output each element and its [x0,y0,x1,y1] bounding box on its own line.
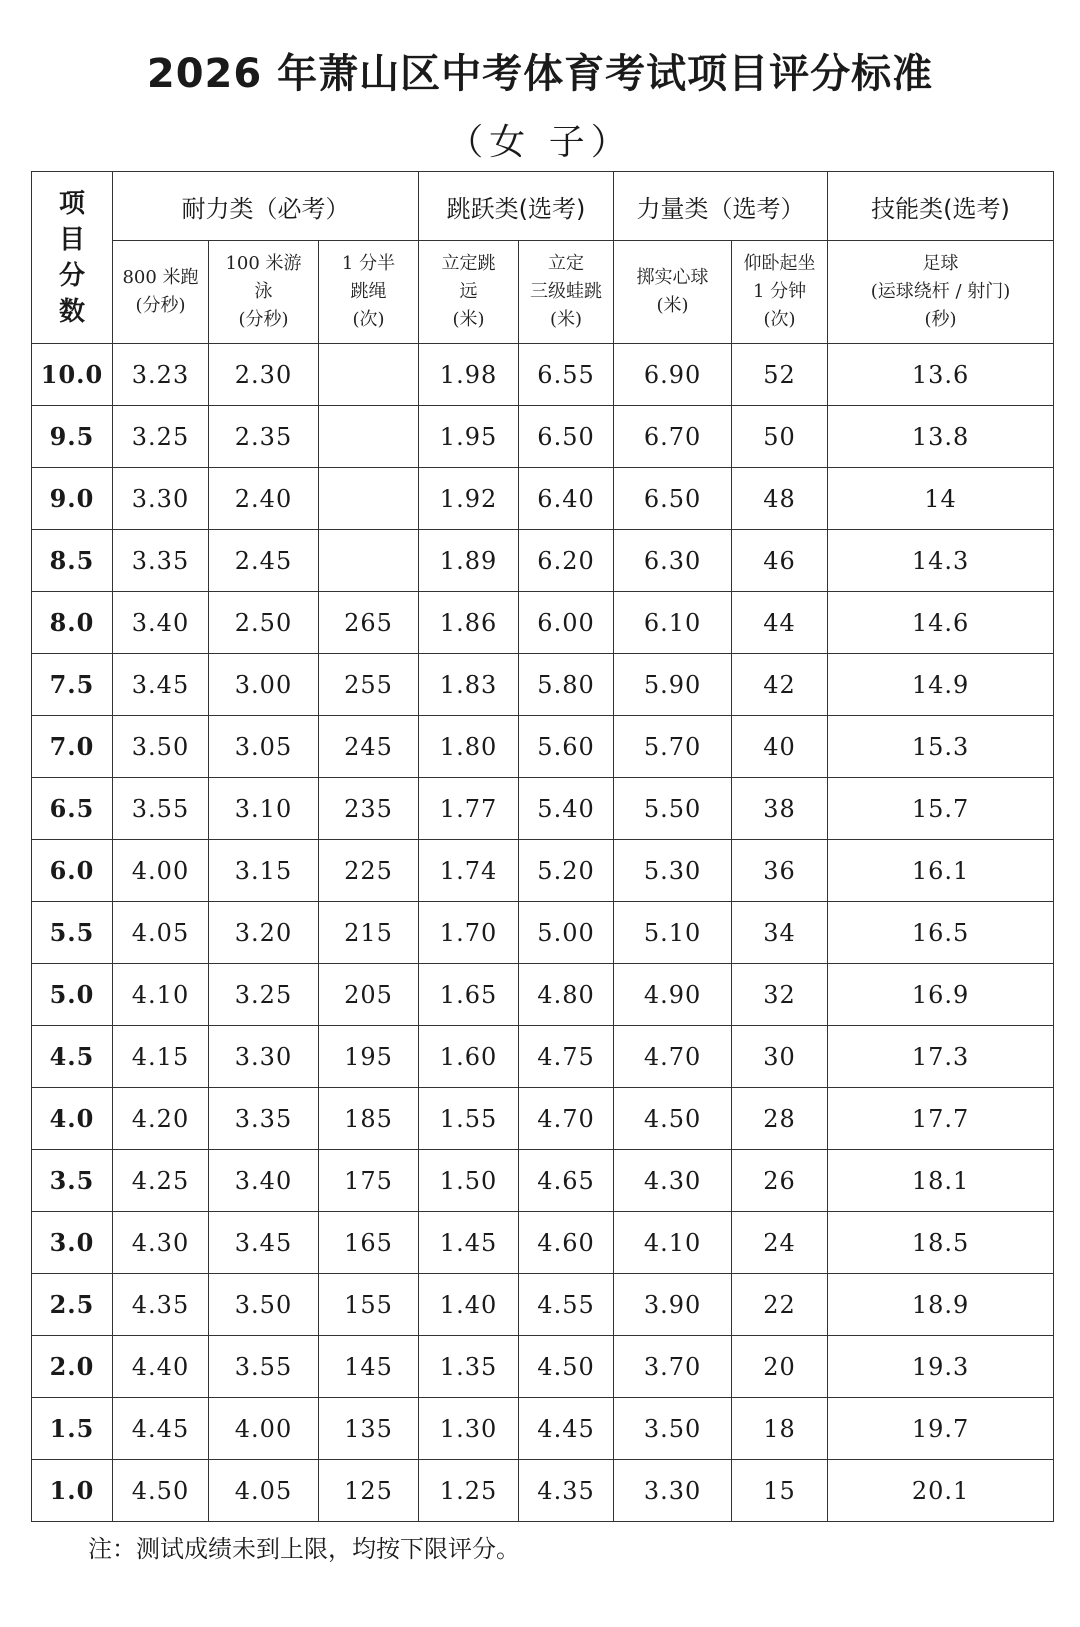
table-row [32,1336,1054,1398]
category-endurance: 耐力类（必考） [113,172,419,241]
header-line: 足球 [922,253,959,274]
value-cell: 26 [732,1150,828,1212]
table-row [32,1026,1054,1088]
header-line: (秒) [924,309,957,330]
header-line: 三级蛙跳 [530,281,603,302]
value-cell: 4.00 [113,840,209,902]
value-cell: 3.35 [113,530,209,592]
table-row [32,1274,1054,1336]
value-cell: 6.55 [519,344,614,406]
value-cell: 4.25 [113,1150,209,1212]
value-cell: 4.50 [614,1088,732,1150]
value-cell: 4.00 [209,1398,319,1460]
value-cell: 3.30 [113,468,209,530]
value-cell [319,344,419,406]
value-cell: 14.3 [828,530,1054,592]
header-medicine-ball [614,241,732,344]
value-cell: 1.95 [419,406,519,468]
category-jumping: 跳跃类(选考) [419,172,614,241]
value-cell: 2.45 [209,530,319,592]
header-line: (分秒) [238,309,289,330]
value-cell: 4.90 [614,964,732,1026]
value-cell: 1.30 [419,1398,519,1460]
value-cell: 22 [732,1274,828,1336]
value-cell: 3.30 [614,1460,732,1522]
value-cell: 3.50 [113,716,209,778]
value-cell: 36 [732,840,828,902]
value-cell: 1.86 [419,592,519,654]
value-cell: 3.25 [209,964,319,1026]
score-column-header [32,172,113,344]
value-cell: 3.40 [113,592,209,654]
value-cell: 1.83 [419,654,519,716]
score-cell: 4.0 [32,1088,113,1150]
value-cell: 4.70 [614,1026,732,1088]
value-cell: 3.70 [614,1336,732,1398]
value-cell: 28 [732,1088,828,1150]
score-cell: 6.5 [32,778,113,840]
score-cell: 8.5 [32,530,113,592]
value-cell: 6.10 [614,592,732,654]
header-line: (米) [656,295,689,316]
value-cell: 4.05 [113,902,209,964]
value-cell: 24 [732,1212,828,1274]
corner-label-char: 项 [58,188,85,219]
score-cell: 2.0 [32,1336,113,1398]
value-cell: 215 [319,902,419,964]
value-cell: 3.55 [209,1336,319,1398]
value-cell: 125 [319,1460,419,1522]
value-cell: 4.05 [209,1460,319,1522]
value-cell: 4.50 [519,1336,614,1398]
table-row [32,1212,1054,1274]
header-line: 1 分半 [341,253,396,274]
value-cell: 6.20 [519,530,614,592]
value-cell: 3.30 [209,1026,319,1088]
value-cell: 14 [828,468,1054,530]
header-sit-ups [732,241,828,344]
value-cell: 5.90 [614,654,732,716]
value-cell: 255 [319,654,419,716]
value-cell: 6.90 [614,344,732,406]
value-cell: 4.40 [113,1336,209,1398]
value-cell: 6.00 [519,592,614,654]
value-cell: 14.9 [828,654,1054,716]
score-cell: 1.0 [32,1460,113,1522]
value-cell: 4.75 [519,1026,614,1088]
value-cell: 2.30 [209,344,319,406]
value-cell: 1.25 [419,1460,519,1522]
value-cell: 18.1 [828,1150,1054,1212]
value-cell: 3.50 [209,1274,319,1336]
value-cell: 4.65 [519,1150,614,1212]
value-cell: 5.10 [614,902,732,964]
value-cell: 3.50 [614,1398,732,1460]
value-cell: 6.50 [519,406,614,468]
value-cell: 5.60 [519,716,614,778]
value-cell: 3.23 [113,344,209,406]
value-cell: 16.1 [828,840,1054,902]
value-cell: 225 [319,840,419,902]
value-cell: 20 [732,1336,828,1398]
header-line: 泳 [254,281,273,302]
value-cell: 195 [319,1026,419,1088]
item-header-row [32,241,1054,344]
value-cell: 5.30 [614,840,732,902]
category-skill: 技能类(选考) [828,172,1054,241]
value-cell: 1.40 [419,1274,519,1336]
score-cell: 2.5 [32,1274,113,1336]
value-cell: 5.00 [519,902,614,964]
value-cell: 4.35 [113,1274,209,1336]
value-cell: 18.9 [828,1274,1054,1336]
table-row [32,406,1054,468]
value-cell: 135 [319,1398,419,1460]
header-line: 100 米游 [225,253,302,274]
value-cell: 3.90 [614,1274,732,1336]
value-cell: 1.35 [419,1336,519,1398]
value-cell: 4.55 [519,1274,614,1336]
value-cell: 4.60 [519,1212,614,1274]
value-cell: 3.55 [113,778,209,840]
value-cell: 4.15 [113,1026,209,1088]
header-line: (运球绕杆 / 射门) [870,281,1011,302]
score-cell: 6.0 [32,840,113,902]
table-row [32,1460,1054,1522]
value-cell: 3.10 [209,778,319,840]
value-cell: 4.20 [113,1088,209,1150]
value-cell: 1.70 [419,902,519,964]
header-jump-rope [319,241,419,344]
header-football [828,241,1054,344]
score-cell: 3.0 [32,1212,113,1274]
value-cell: 5.50 [614,778,732,840]
value-cell: 4.45 [113,1398,209,1460]
value-cell: 3.35 [209,1088,319,1150]
value-cell: 4.30 [113,1212,209,1274]
header-line: (次) [763,309,796,330]
value-cell: 265 [319,592,419,654]
value-cell: 5.20 [519,840,614,902]
value-cell: 42 [732,654,828,716]
table-row [32,654,1054,716]
corner-label-char: 目 [58,224,85,255]
score-cell: 7.5 [32,654,113,716]
value-cell: 3.25 [113,406,209,468]
value-cell: 3.20 [209,902,319,964]
value-cell: 3.45 [209,1212,319,1274]
value-cell: 18 [732,1398,828,1460]
value-cell: 14.6 [828,592,1054,654]
header-line: (米) [452,309,485,330]
value-cell: 5.70 [614,716,732,778]
score-cell: 7.0 [32,716,113,778]
table-row [32,964,1054,1026]
page-subtitle: （女 子） [447,122,633,163]
value-cell: 16.5 [828,902,1054,964]
header-line: (米) [550,309,583,330]
value-cell: 6.40 [519,468,614,530]
score-cell: 5.5 [32,902,113,964]
value-cell: 1.92 [419,468,519,530]
value-cell [319,468,419,530]
value-cell: 4.10 [614,1212,732,1274]
table-row [32,1150,1054,1212]
value-cell: 15.7 [828,778,1054,840]
score-cell: 8.0 [32,592,113,654]
value-cell: 155 [319,1274,419,1336]
score-cell: 3.5 [32,1150,113,1212]
score-cell: 9.5 [32,406,113,468]
header-line: 1 分钟 [752,281,807,302]
value-cell: 4.80 [519,964,614,1026]
value-cell: 6.50 [614,468,732,530]
value-cell: 50 [732,406,828,468]
score-cell: 5.0 [32,964,113,1026]
value-cell: 3.05 [209,716,319,778]
table-row [32,344,1054,406]
header-line: (分秒) [135,295,186,316]
table-row [32,1398,1054,1460]
table-row [32,902,1054,964]
value-cell: 245 [319,716,419,778]
header-triple-frog-jump [519,241,614,344]
value-cell: 5.80 [519,654,614,716]
header-standing-long-jump [419,241,519,344]
header-line: 立定跳 [441,253,496,274]
value-cell: 38 [732,778,828,840]
corner-label-char: 数 [58,296,85,327]
value-cell: 48 [732,468,828,530]
header-line: 立定 [548,253,585,274]
value-cell: 165 [319,1212,419,1274]
header-line: 跳绳 [350,281,387,302]
value-cell: 30 [732,1026,828,1088]
table-row [32,778,1054,840]
header-line: 800 米跑 [122,267,199,288]
value-cell: 4.35 [519,1460,614,1522]
value-cell: 4.45 [519,1398,614,1460]
scoring-table [31,171,1054,1522]
value-cell: 32 [732,964,828,1026]
value-cell: 1.65 [419,964,519,1026]
table-row [32,840,1054,902]
value-cell: 6.30 [614,530,732,592]
footnote: 注：测试成绩未到上限，均按下限评分。 [88,1535,520,1563]
table-row [32,468,1054,530]
value-cell: 3.15 [209,840,319,902]
score-cell: 10.0 [32,344,113,406]
value-cell: 40 [732,716,828,778]
value-cell: 3.00 [209,654,319,716]
value-cell: 2.40 [209,468,319,530]
value-cell: 20.1 [828,1460,1054,1522]
value-cell: 175 [319,1150,419,1212]
value-cell: 13.6 [828,344,1054,406]
value-cell: 4.30 [614,1150,732,1212]
value-cell: 17.3 [828,1026,1054,1088]
table-row [32,716,1054,778]
category-strength: 力量类（选考） [614,172,828,241]
header-line: 仰卧起坐 [743,253,816,274]
value-cell: 6.70 [614,406,732,468]
value-cell: 44 [732,592,828,654]
table-row [32,1088,1054,1150]
score-cell: 1.5 [32,1398,113,1460]
value-cell: 46 [732,530,828,592]
category-header-row [32,172,1054,241]
value-cell: 5.40 [519,778,614,840]
header-line: 掷实心球 [636,267,709,288]
header-800m-run [113,241,209,344]
page-title: 2026 年萧山区中考体育考试项目评分标准 [146,51,934,97]
value-cell: 2.35 [209,406,319,468]
value-cell [319,406,419,468]
value-cell: 34 [732,902,828,964]
table-body [32,344,1054,1522]
score-cell: 9.0 [32,468,113,530]
value-cell: 4.10 [113,964,209,1026]
value-cell: 1.98 [419,344,519,406]
value-cell: 1.74 [419,840,519,902]
value-cell: 1.55 [419,1088,519,1150]
value-cell: 4.50 [113,1460,209,1522]
value-cell: 1.89 [419,530,519,592]
value-cell: 1.77 [419,778,519,840]
value-cell: 17.7 [828,1088,1054,1150]
table-row [32,530,1054,592]
value-cell: 3.40 [209,1150,319,1212]
value-cell: 15 [732,1460,828,1522]
value-cell: 1.80 [419,716,519,778]
value-cell: 145 [319,1336,419,1398]
value-cell: 15.3 [828,716,1054,778]
header-100m-swim [209,241,319,344]
value-cell: 185 [319,1088,419,1150]
value-cell: 13.8 [828,406,1054,468]
value-cell: 52 [732,344,828,406]
value-cell: 4.70 [519,1088,614,1150]
value-cell: 1.60 [419,1026,519,1088]
table-row [32,592,1054,654]
value-cell: 235 [319,778,419,840]
value-cell [319,530,419,592]
value-cell: 19.7 [828,1398,1054,1460]
header-line: (次) [352,309,385,330]
corner-label-char: 分 [58,260,85,291]
value-cell: 1.45 [419,1212,519,1274]
value-cell: 18.5 [828,1212,1054,1274]
value-cell: 16.9 [828,964,1054,1026]
score-cell: 4.5 [32,1026,113,1088]
header-line: 远 [459,281,478,302]
value-cell: 205 [319,964,419,1026]
value-cell: 1.50 [419,1150,519,1212]
value-cell: 3.45 [113,654,209,716]
value-cell: 19.3 [828,1336,1054,1398]
value-cell: 2.50 [209,592,319,654]
